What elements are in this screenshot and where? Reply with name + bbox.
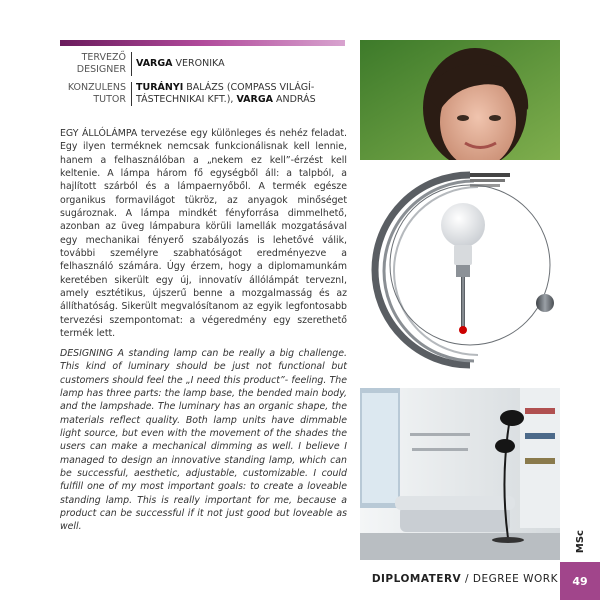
tutor-role [60,82,131,106]
tutor-role-hu: KONZULENS [67,82,126,93]
page-number-badge [560,562,600,600]
paragraph-en: A standing lamp can be really a big challenge. This kind of luminary should be just not functional but customers should feel the „I need this product”- feeling. The lamp has three parts: the lamp base, the bended main body, and the lampshade. The luminary has an organic shape, the materials reflect quality. Both lamp units have dimmable light source, but even with the movement of the shades the users can make a mechanical dimming as well. I believe I managed to design an innovative standing lamp, which can be successful, aesthetic, adjustable, customizable. I could fulfill one of my most important goals: to create a loveable standing lamp. This is really important for me, because a product can be successful if it not just good but loveable as well. [60,348,347,533]
header-accent-bar [60,40,345,46]
tutor2-firstname: ANDRÁS [272,94,316,105]
interior-room-photo [360,388,560,560]
body-text-english [60,347,347,534]
tutor1-rest2: TÁSTECHNIKAI KFT.), [136,94,237,105]
tutor-role-en: TUTOR [93,94,126,105]
page-number: 49 [572,574,588,588]
lead-hu: EGY ÁLLÓLÁMPA [60,128,138,139]
paragraph-hu: tervezése egy különleges és nehéz feladat. Egy ilyen terméknek nemcsak funkcionálisnak kell lennie, hanem a felhasználóban a „nekem ez kell”-érzést kell keltenie. A lámpa három fő egységből áll: a talpból, a hajlított szárból és a lámpaernyőből. A termék egésze organikus formavilágot tükröz, az anyagok minőséget sugároznak. A lámpa mindkét fényforrása dimmelhető, azonban az üveg lámpabura körüli lamellák mozgatásával egy mechanikai fényerő szabályozás is lehetővé válik, további személyre szabhatóságot eredményezve a felhasználó számára. Úgy érzem, hogy a diplomamunkám keretében sikerült egy új, innovatív állólámpát terveznI, amely esztétikus, újszerű benne a mozgalmasság és az állíthatóság. Sikerült megvalósítanom az egyik legfontosabb tervezési szempontomat: a végeredmény egy szerethető termék lett. [60,128,347,340]
tutor-names [132,82,336,106]
designer-surname: VARGA [136,58,173,69]
footer-title [372,573,558,585]
lamp-render-image [360,165,560,380]
tutor-row [60,82,350,106]
designer-role-en: DESIGNER [76,64,126,75]
body-text-hungarian [60,127,347,341]
tutor1-surname: TURÁNYI [136,82,184,93]
designer-row [60,52,350,76]
designer-firstname: VERONIKA [172,58,225,69]
credits-block [60,52,350,112]
designer-portrait-photo [360,40,560,160]
footer-bold: DIPLOMATERV [371,573,462,585]
degree-level-label: MSc [575,530,586,554]
designer-role [60,52,131,76]
lead-en: DESIGNING [60,348,114,359]
designer-role-hu: TERVEZŐ [81,52,126,63]
tutor1-rest: BALÁZS (COMPASS VILÁGÍ- [183,82,315,93]
designer-name [132,52,336,76]
footer-rest: / DEGREE WORK [461,573,558,585]
tutor2-surname: VARGA [236,94,273,105]
